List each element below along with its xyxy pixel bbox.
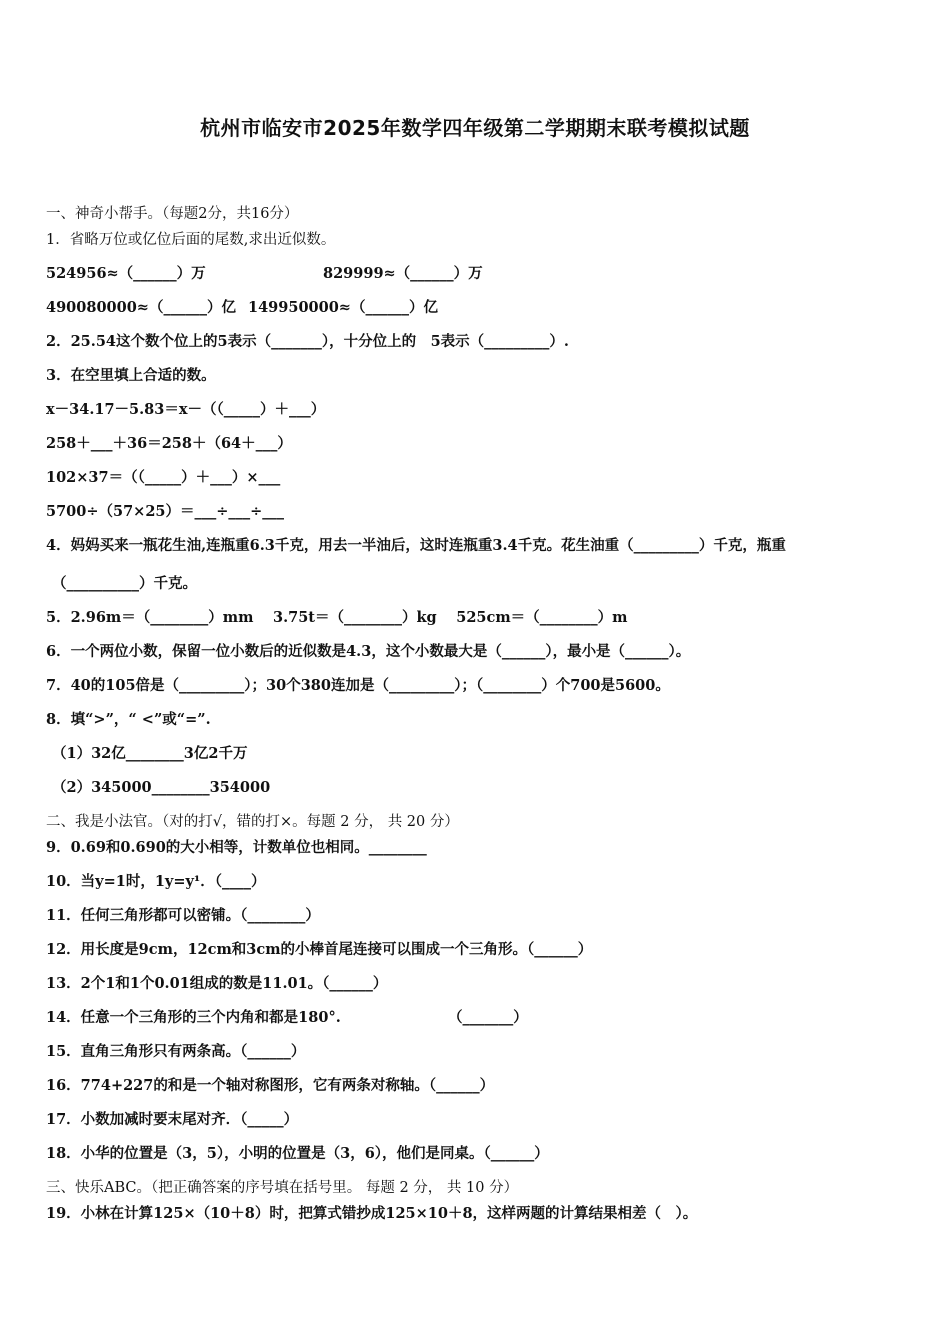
question-5: 5．2.96m＝（________）mm 3.75t＝（________）kg 525cm＝（________）m bbox=[46, 609, 628, 626]
question-3c: 102×37＝（（_____）＋___）×___ bbox=[46, 469, 281, 486]
question-10: 10．当y=1时，1y=y¹．（____） bbox=[46, 873, 266, 890]
question-14: 14．任意一个三角形的三个内角和都是180°. bbox=[46, 1009, 341, 1026]
question-8a: （1）32亿________3亿2千万 bbox=[52, 745, 248, 762]
question-11: 11．任何三角形都可以密铺。（________） bbox=[46, 907, 320, 924]
question-8b: （2）345000________354000 bbox=[52, 779, 271, 796]
question-4-line1: 4．妈妈买来一瓶花生油,连瓶重6.3千克，用去一半油后，这时连瓶重3.4千克。花生油重（_________）千克，瓶重 bbox=[46, 537, 786, 554]
question-3a: x－34.17－5.83＝x－（（_____）＋___） bbox=[46, 401, 326, 418]
question-19: 19．小林在计算125×（10＋8）时，把算式错抄成125×10＋8，这样两题的计算结果相差（ ）。 bbox=[46, 1205, 698, 1222]
question-9: 9．0.69和0.690的大小相等，计数单位也相同。________ bbox=[46, 839, 427, 856]
question-1: 1．省略万位或亿位后面的尾数,求出近似数。 bbox=[46, 232, 336, 248]
question-12: 12．用长度是9cm，12cm和3cm的小棒首尾连接可以围成一个三角形。（______） bbox=[46, 941, 593, 958]
question-4-line2: （__________）千克。 bbox=[52, 575, 197, 592]
question-1c: 490080000≈（______）亿 bbox=[46, 299, 236, 316]
question-15: 15．直角三角形只有两条高。（______） bbox=[46, 1043, 306, 1060]
question-3: 3．在空里填上合适的数。 bbox=[46, 367, 216, 384]
question-14-blank: （_______） bbox=[448, 1009, 528, 1026]
question-7: 7．40的105倍是（_________）；30个380连加是（_________）；（________）个700是5600。 bbox=[46, 677, 670, 694]
question-2: 2．25.54这个数个位上的5表示（_______），十分位上的 5表示（_________）. bbox=[46, 333, 569, 350]
section-3-heading: 三、快乐ABC。（把正确答案的序号填在括号里。 每题 2 分， 共 10 分） bbox=[46, 1180, 519, 1196]
section-1-heading: 一、神奇小帮手。（每题2分，共16分） bbox=[46, 206, 299, 222]
question-13: 13．2个1和1个0.01组成的数是11.01。（______） bbox=[46, 975, 388, 992]
page-title: 杭州市临安市2025年数学四年级第二学期期末联考模拟试题 bbox=[200, 116, 750, 140]
question-6: 6．一个两位小数，保留一位小数后的近似数是4.3，这个小数最大是（______），最小是（______）。 bbox=[46, 643, 691, 660]
question-1d: 149950000≈（______）亿 bbox=[248, 299, 438, 316]
section-2-heading: 二、我是小法官。（对的打√，错的打×。每题 2 分， 共 20 分） bbox=[46, 814, 459, 830]
question-18: 18．小华的位置是（3，5），小明的位置是（3，6），他们是同桌。（______） bbox=[46, 1145, 549, 1162]
question-1b: 829999≈（______）万 bbox=[323, 265, 483, 282]
question-3b: 258＋___＋36＝258＋（64＋___） bbox=[46, 435, 292, 452]
question-17: 17．小数加减时要末尾对齐．（_____） bbox=[46, 1111, 299, 1128]
question-8: 8．填“>”，“ <”或“=”. bbox=[46, 711, 211, 728]
question-1a: 524956≈（______）万 bbox=[46, 265, 206, 282]
question-16: 16．774+227的和是一个轴对称图形，它有两条对称轴。（______） bbox=[46, 1077, 495, 1094]
question-3d: 5700÷（57×25）＝___÷___÷___ bbox=[46, 503, 285, 520]
